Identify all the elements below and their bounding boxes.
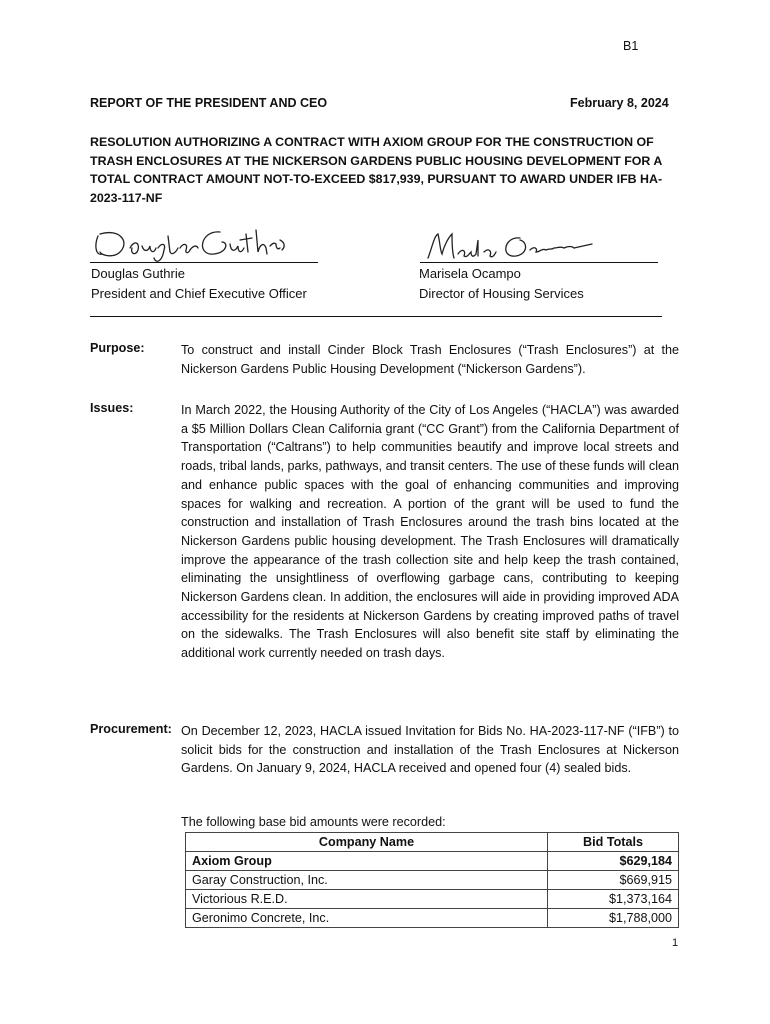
- bid-amount: $629,184: [548, 852, 679, 871]
- signatory-block: [91, 264, 307, 304]
- issues-text: In March 2022, the Housing Authority of the City of Los Angeles (“HACLA”) was awarded a $5 Million Dollars Clean California grant (“CC Grant”) from the California Department of Transportation (“Caltrans”) to help communities beautify and improve local streets and roads, tribal lands, parks, pathways, and transit centers. The use of these funds will clean and enhance public spaces with the goal of enhancing communities and improving spaces for walking and recreation. A portion of the grant will be used to fund the construction and installation of Trash Enclosures around the trash bins located at the Nickerson Gardens public housing development. The Trash Enclosures will dramatically improve the appearance of the trash collection site and help keep the trash contained, eliminating the unsightliness of overflowing garbage cans, contributing to keeping Nickerson Gardens clean. In addition, the enclosures will aide in providing improved ADA accessibility for the residents at Nickerson Gardens by creating improved paths of travel on the sidewalks. The Trash Enclosures will also benefit site staff by eliminating the additional work currently needed on trash days.: [181, 403, 679, 661]
- bid-amount: $1,788,000: [548, 909, 679, 928]
- signature-line: [90, 262, 318, 263]
- table-row: [186, 890, 679, 909]
- signatory-title: Director of Housing Services: [419, 286, 584, 301]
- company-name: Geronimo Concrete, Inc.: [186, 909, 548, 928]
- purpose-label: Purpose:: [90, 341, 145, 355]
- column-header-bid-totals: Bid Totals: [548, 833, 679, 852]
- table-row: [186, 909, 679, 928]
- signatory-block: [419, 264, 584, 304]
- bid-amount: $1,373,164: [548, 890, 679, 909]
- bid-table-intro: The following base bid amounts were recorded:: [181, 815, 446, 829]
- table-row: [186, 852, 679, 871]
- company-name: Victorious R.E.D.: [186, 890, 548, 909]
- company-name: Garay Construction, Inc.: [186, 871, 548, 890]
- purpose-text: To construct and install Cinder Block Trash Enclosures (“Trash Enclosures”) at the Nickerson Gardens Public Housing Development (“Nickerson Gardens”).: [181, 343, 679, 376]
- bid-table: [185, 832, 679, 928]
- column-header-company: Company Name: [186, 833, 548, 852]
- signatory-title: President and Chief Executive Officer: [91, 286, 307, 301]
- issues-label: Issues:: [90, 401, 134, 415]
- page-number: 1: [672, 937, 679, 949]
- company-name: Axiom Group: [186, 852, 548, 871]
- table-header-row: [186, 833, 679, 852]
- signatory-name: Douglas Guthrie: [91, 266, 185, 281]
- page-code: B1: [623, 39, 639, 53]
- bid-amount: $669,915: [548, 871, 679, 890]
- signatory-name: Marisela Ocampo: [419, 266, 521, 281]
- table-row: [186, 871, 679, 890]
- procurement-label: Procurement:: [90, 722, 172, 736]
- signature-marisela-ocampo: [424, 228, 594, 264]
- report-date: February 8, 2024: [570, 96, 669, 110]
- procurement-text: On December 12, 2023, HACLA issued Invitation for Bids No. HA-2023-117-NF (“IFB”) to solicit bids for the construction and installation of the Trash Enclosures at Nickerson Gardens. On January 9, 2024, HACLA received and opened four (4) sealed bids.: [181, 724, 679, 776]
- report-title: REPORT OF THE PRESIDENT AND CEO: [90, 96, 328, 110]
- resolution-title: RESOLUTION AUTHORIZING A CONTRACT WITH AXIOM GROUP FOR THE CONSTRUCTION OF TRASH ENCLOSURES AT THE NICKERSON GARDENS PUBLIC HOUSING DEVELOPMENT FOR A TOTAL CONTRACT AMOUNT NOT-TO-EXCEED $817,939, PURSUANT TO AWARD UNDER IFB HA-2023-117-NF: [90, 135, 663, 205]
- section-divider: [90, 316, 662, 317]
- signature-line: [420, 262, 658, 263]
- signature-douglas-guthrie: [90, 216, 290, 262]
